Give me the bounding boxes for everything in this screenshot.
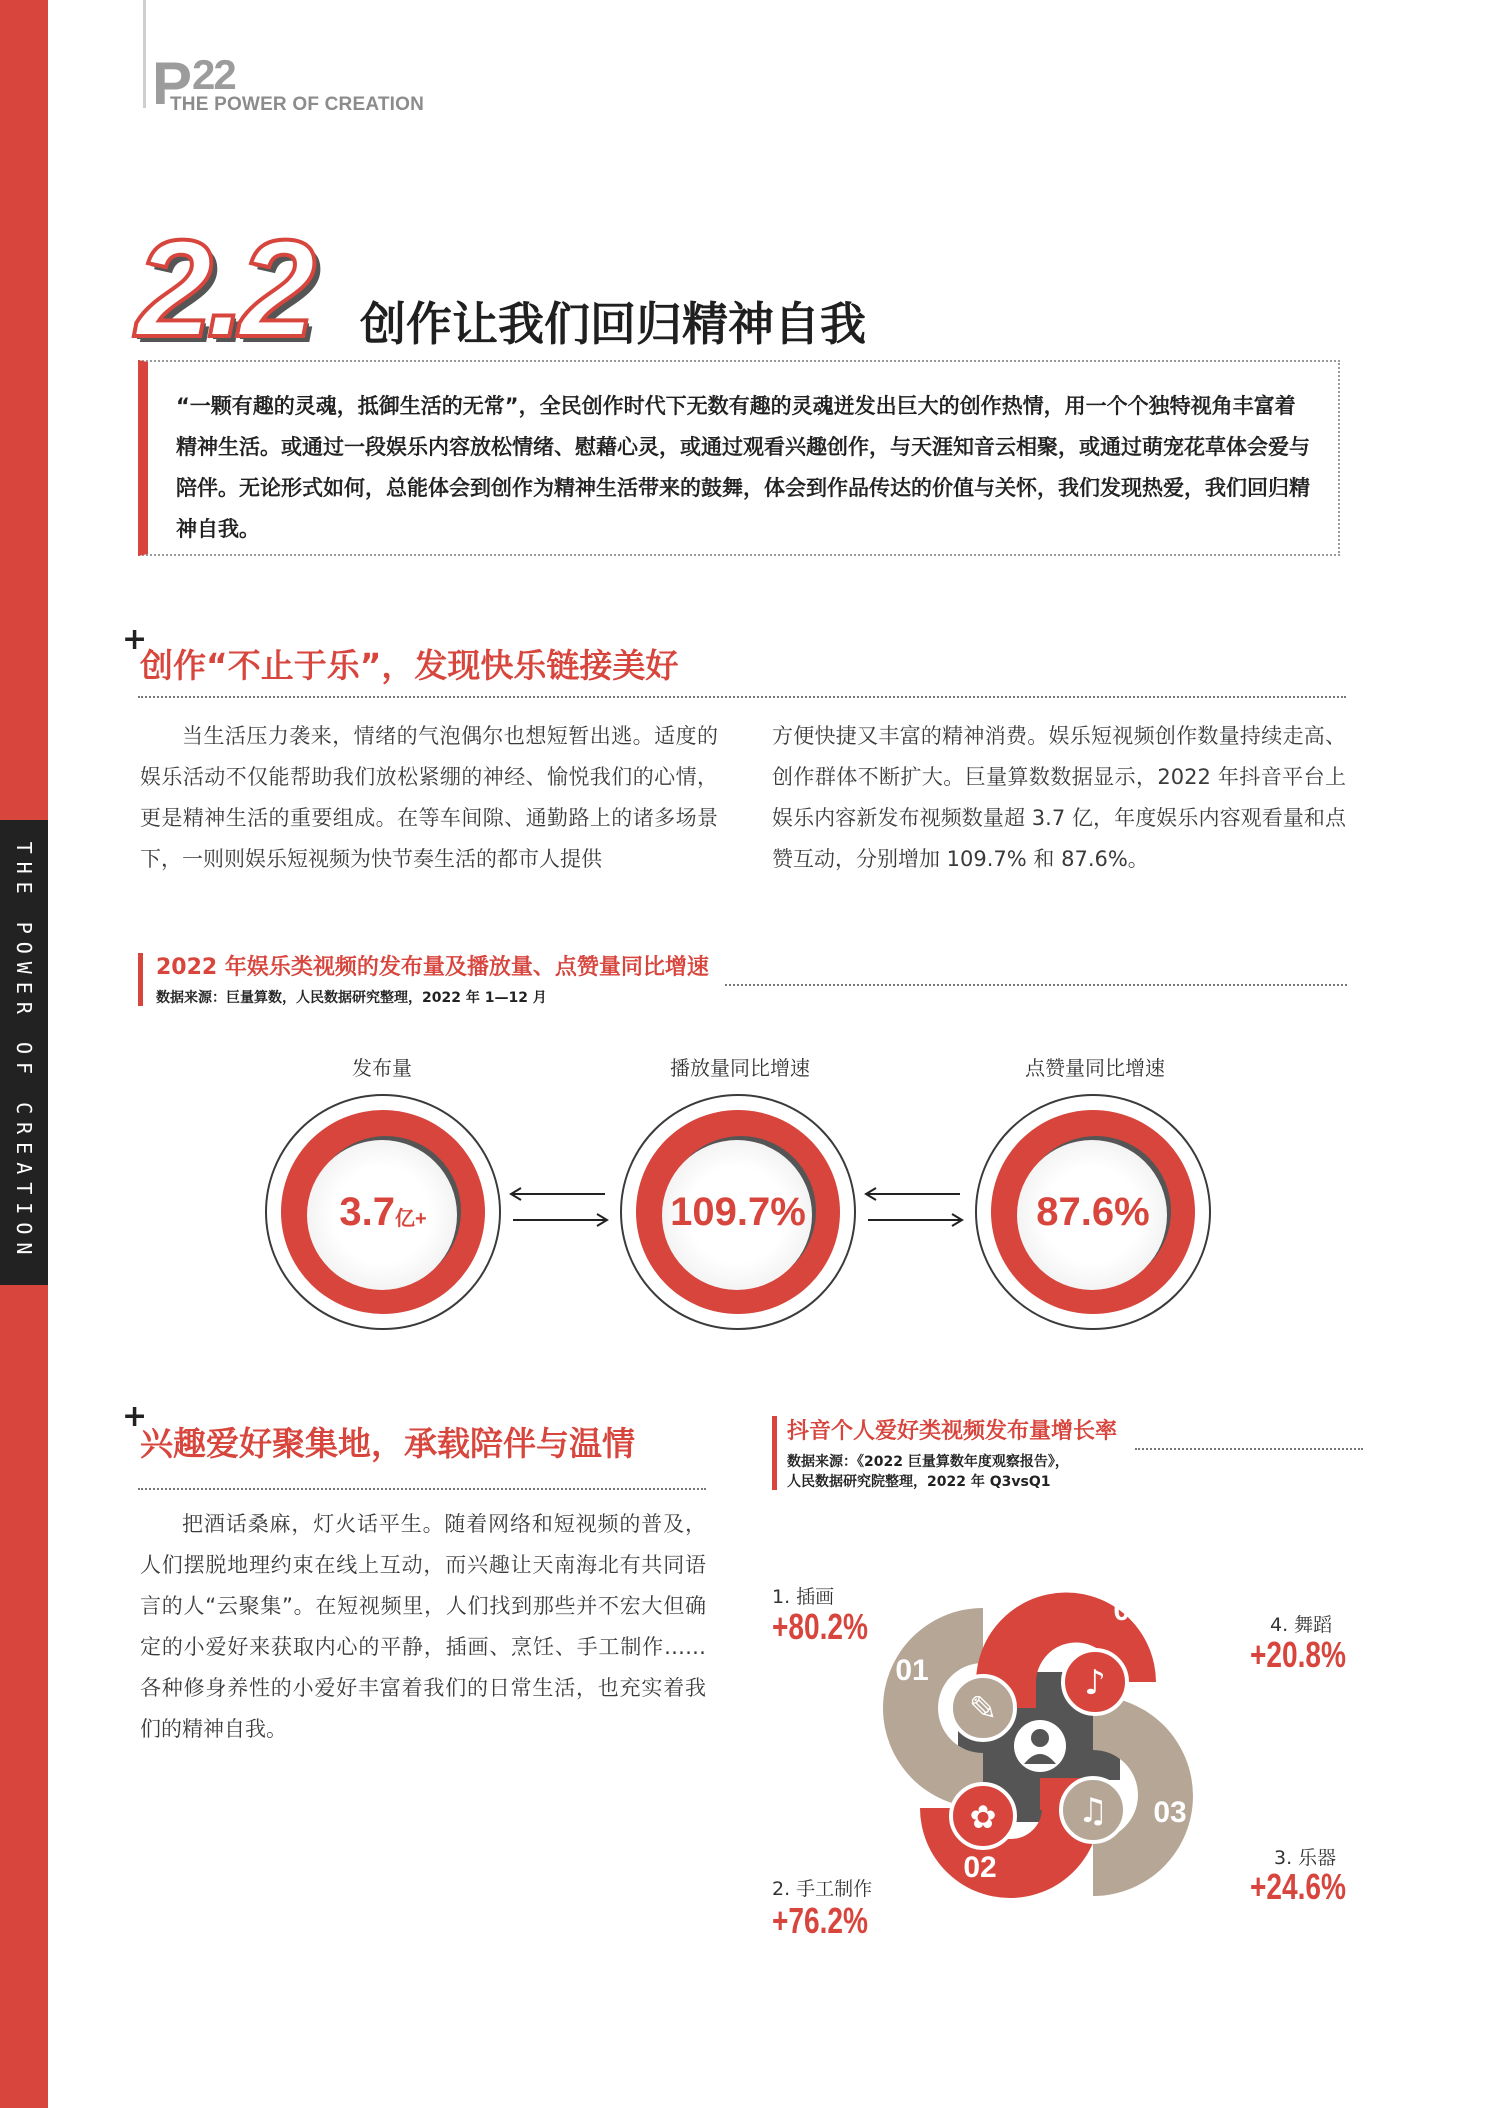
divider (138, 696, 1346, 698)
running-title: THE POWER OF CREATION (170, 94, 425, 115)
figure1-source: 数据来源：巨量算数，人民数据研究整理，2022 年 1—12 月 (156, 990, 547, 1006)
hobby-value-2: +76.2% (772, 1900, 869, 1941)
figure2-source-2: 人民数据研究院整理，2022 年 Q3vsQ1 (787, 1474, 1051, 1490)
svg-text:✿: ✿ (969, 1798, 997, 1836)
ring-label-like: 点赞量同比增速 (1025, 1056, 1165, 1080)
ring-play (620, 1094, 856, 1330)
paragraph-col2: 方便快捷又丰富的精神消费。娱乐短视频创作数量持续走高、创作群体不断扩大。巨量算数数据显示，2022 年抖音平台上娱乐内容新发布视频数量超 3.7 亿，年度娱乐内容观看量和点赞互动，分别增加 109.7% 和 87.6%。 (772, 724, 1346, 871)
section-title: 创作让我们回归精神自我 (360, 297, 866, 351)
divider (725, 984, 1347, 986)
hobby-pinwheel (880, 1578, 1200, 1918)
hobby-label-2: 2. 手工制作 (772, 1878, 873, 1900)
caption-bar (772, 1416, 777, 1490)
section-number: 2.2 (136, 212, 310, 366)
ring-label-play: 播放量同比增速 (670, 1056, 810, 1080)
paragraph-col1: 当生活压力袭来，情绪的气泡偶尔也想短暂出逃。适度的娱乐活动不仅能帮助我们放松紧绷的神经、愉悦我们的心情，更是精神生活的重要组成。在等车间隙、通勤路上的诸多场景下，一则则娱乐短视频为快节奏生活的都市人提供 (140, 724, 718, 871)
hobby-num-1: 01 (895, 1654, 929, 1687)
side-tab-text: THE POWER OF CREATION (12, 841, 36, 1263)
hobby-label-1: 1. 插画 (772, 1586, 835, 1608)
svg-text:♫: ♫ (1077, 1791, 1109, 1831)
ring-release (265, 1094, 501, 1330)
ring-value-play: 109.7% (670, 1190, 806, 1234)
divider (1135, 1448, 1363, 1450)
paragraph-hobby: 把酒话桑麻，灯火话平生。随着网络和短视频的普及，人们摆脱地理约束在线上互动，而兴趣让天南海北有共同语言的人“云聚集”。在短视频里，人们找到那些并不宏大但确定的小爱好来获取内心的平静，插画、烹饪、手工制作……各种修身养性的小爱好丰富着我们的日常生活，也充实着我们的精神自我。 (140, 1512, 706, 1741)
hobby-value-4: +20.8% (1250, 1634, 1347, 1675)
hobby-num-4: 04 (1113, 1594, 1147, 1627)
divider (138, 1488, 706, 1490)
plus-icon: + (122, 622, 148, 657)
arrows-1 (505, 1180, 615, 1230)
svg-text:♪: ♪ (1084, 1663, 1106, 1703)
hobby-value-1: +80.2% (772, 1606, 869, 1647)
figure1-title: 2022 年娱乐类视频的发布量及播放量、点赞量同比增速 (156, 955, 709, 980)
plus-icon: + (122, 1399, 148, 1434)
figure2-source-1: 数据来源：《2022 巨量算数年度观察报告》， (787, 1454, 1069, 1470)
hobby-label-4: 4. 舞蹈 (1270, 1614, 1333, 1636)
ring-value-release: 3.7亿+ (339, 1190, 427, 1234)
ring-value-like: 87.6% (1036, 1190, 1150, 1234)
hobby-value-3: +24.6% (1250, 1866, 1347, 1907)
ring-like (975, 1094, 1211, 1330)
ring-label-release: 发布量 (352, 1056, 412, 1080)
hobby-label-3: 3. 乐器 (1274, 1847, 1337, 1869)
svg-text:✎: ✎ (968, 1689, 998, 1729)
header-rule (143, 0, 146, 108)
page-number-digits: 22 (192, 51, 235, 98)
arrows-2 (860, 1180, 970, 1230)
intro-box (138, 360, 1340, 556)
hobby-num-3: 03 (1153, 1796, 1187, 1829)
figure2-title: 抖音个人爱好类视频发布量增长率 (787, 1419, 1118, 1444)
page-letter: P (152, 50, 191, 117)
intro-text: “一颗有趣的灵魂，抵御生活的无常”，全民创作时代下无数有趣的灵魂迸发出巨大的创作热情，用一个个独特视角丰富着精神生活。或通过一段娱乐内容放松情绪、慰藉心灵，或通过观看兴趣创作，与天涯知音云相聚，或通过萌宠花草体会爱与陪伴。无论形式如何，总能体会到创作为精神生活带来的鼓舞，体会到作品传达的价值与关怀，我们发现热爱，我们回归精神自我。 (176, 394, 1310, 541)
caption-bar (138, 953, 143, 1006)
subsection-title-1: 创作“不止于乐”，发现快乐链接美好 (140, 646, 679, 685)
hobby-num-2: 02 (963, 1851, 997, 1884)
subsection-title-2: 兴趣爱好聚集地，承载陪伴与温情 (140, 1424, 635, 1463)
